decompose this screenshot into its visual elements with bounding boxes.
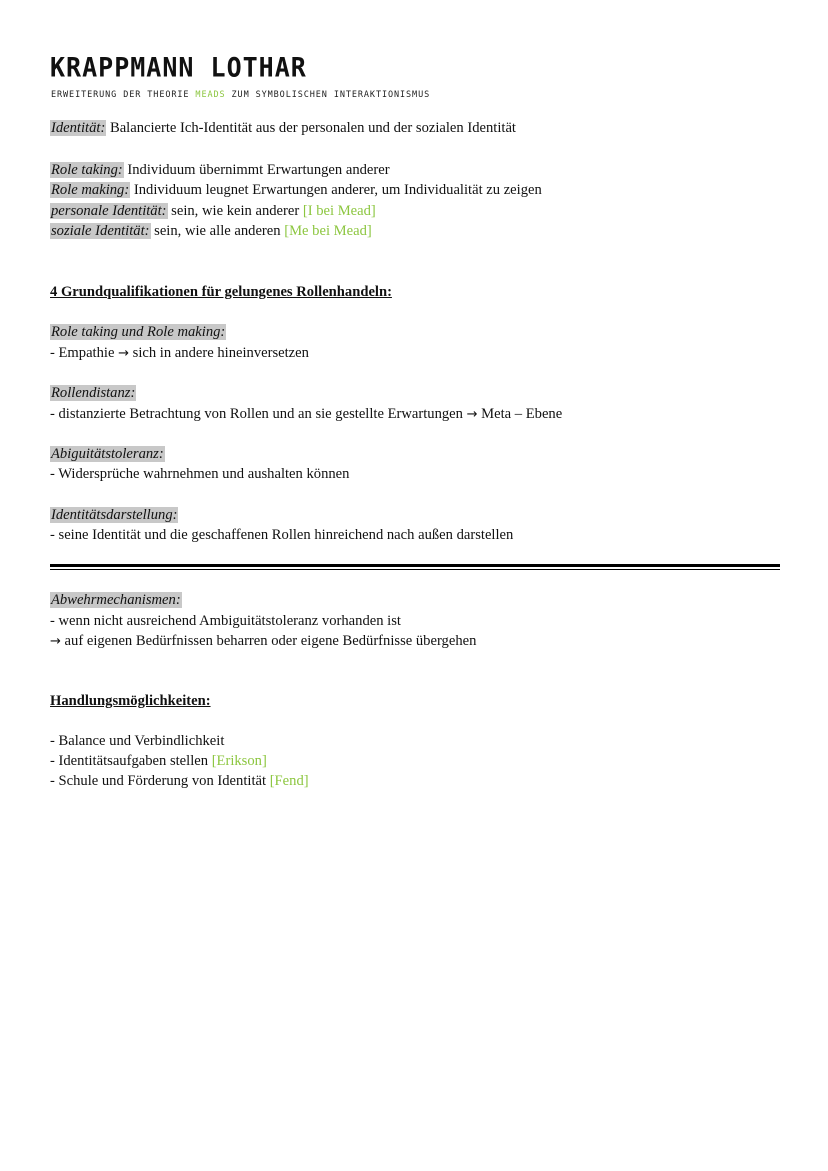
list-item (50, 771, 309, 791)
definition-identitaet (50, 118, 516, 138)
text-pre: - seine Identität und die geschaffenen Rollen hinreichend nach außen darstellen (50, 527, 514, 543)
abwehr-term (50, 590, 182, 610)
abwehr-line-1: - wenn nicht ausreichend Ambiguitätstoleranz vorhanden ist (50, 613, 401, 629)
qualification-term (50, 383, 136, 403)
definition-role-making (50, 180, 542, 200)
item-text: - Schule und Förderung von Identität (50, 773, 270, 789)
qualification-text (50, 525, 513, 545)
item-text: - Identitätsaufgaben stellen (50, 753, 212, 769)
term-soziale: soziale Identität: (51, 223, 150, 239)
text-post: sich in andere hineinversetzen (129, 345, 309, 361)
term-role-taking: Role taking: (51, 162, 123, 178)
arrow-right-icon: → (50, 634, 61, 649)
definition-text: Balancierte Ich-Identität aus der personalen und der sozialen Identität (106, 120, 516, 136)
text-pre: - Widersprüche wahrnehmen und aushalten können (50, 466, 350, 482)
arrow-right-icon: → (466, 407, 478, 422)
definition-text: sein, wie kein anderer (167, 203, 303, 219)
divider-thin (50, 569, 780, 570)
page-title: KRAPPMANN LOTHAR (50, 52, 307, 83)
list-item (50, 751, 267, 771)
term-personale: personale Identität: (51, 203, 167, 219)
reference-me-mead: [Me bei Mead] (284, 223, 372, 239)
text-post: auf eigenen Bedürfnissen beharren oder eigene Bedürfnisse übergehen (60, 633, 477, 649)
term-abwehrmechanismen: Abwehrmechanismen: (51, 592, 181, 608)
section-heading-handlung: Handlungsmöglichkeiten: (50, 693, 211, 709)
subtitle-pre: ERWEITERUNG DER THEORIE (51, 90, 196, 100)
list-item: - Balance und Verbindlichkeit (50, 733, 225, 749)
subtitle-post: ZUM SYMBOLISCHEN INTERAKTIONISMUS (225, 90, 431, 100)
definition-text: Individuum leugnet Erwartungen anderer, um Individualität zu zeigen (130, 182, 542, 198)
qualification-term (50, 322, 226, 342)
qualification-text (50, 464, 349, 484)
term-identitaetsdarstellung: Identitätsdarstellung: (51, 507, 178, 523)
reference-erikson: [Erikson] (211, 753, 267, 769)
qualification-term (50, 444, 165, 464)
reference-i-mead: [I bei Mead] (302, 203, 376, 219)
page-subtitle (51, 89, 430, 101)
definition-text: Individuum übernimmt Erwartungen anderer (123, 162, 390, 178)
term-role-taking-making: Role taking und Role making: (51, 324, 226, 340)
qualification-text (50, 343, 309, 364)
reference-fend: [Fend] (269, 773, 309, 789)
text-pre: - Empathie (50, 345, 119, 361)
arrow-right-icon: → (118, 346, 129, 361)
definition-soziale (50, 221, 372, 241)
text-pre: - distanzierte Betrachtung von Rollen und an sie gestellte Erwartungen (50, 406, 467, 422)
qualification-text (50, 404, 562, 425)
term-ambiguitaetstoleranz: Abiguitätstoleranz: (51, 446, 164, 462)
section-heading-qualifications: 4 Grundqualifikationen für gelungenes Rollenhandeln: (50, 284, 392, 300)
term-identitaet: Identität: (51, 120, 106, 136)
text-post: Meta – Ebene (477, 406, 563, 422)
definition-personale (50, 201, 376, 221)
definition-role-taking (50, 160, 390, 180)
divider-thick (50, 564, 780, 567)
term-role-making: Role making: (51, 182, 130, 198)
definition-text: sein, wie alle anderen (150, 223, 285, 239)
abwehr-line-2 (50, 631, 476, 652)
subtitle-highlight: MEADS (195, 90, 226, 100)
term-rollendistanz: Rollendistanz: (51, 385, 136, 401)
qualification-term (50, 505, 178, 525)
